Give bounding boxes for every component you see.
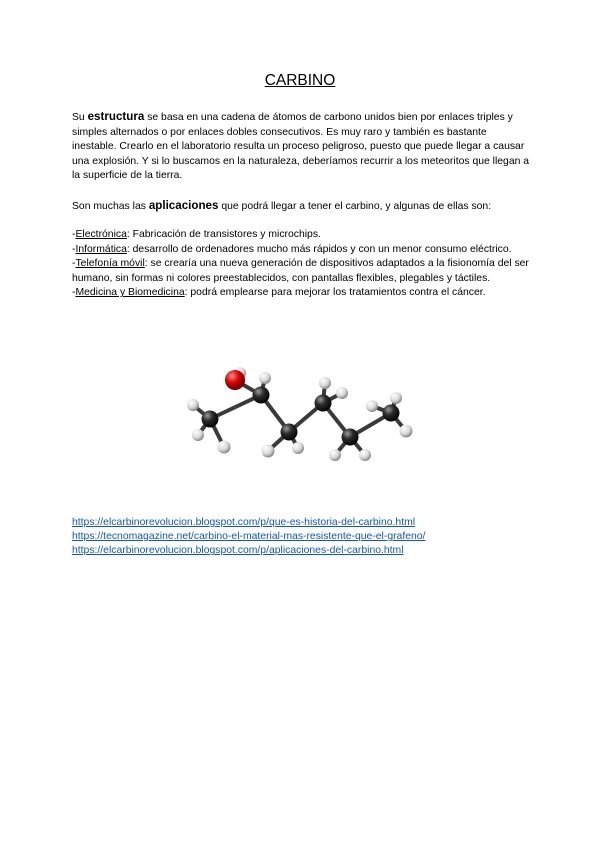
list-bullet: - xyxy=(72,287,76,299)
applications-intro xyxy=(72,199,532,215)
application-term: Electrónica xyxy=(75,229,127,240)
list-bullet: - xyxy=(72,229,76,240)
paragraph-text: Son muchas las xyxy=(72,201,149,212)
list-bullet: - xyxy=(72,243,76,255)
emphasis-applications: aplicaciones xyxy=(148,199,219,212)
list-item xyxy=(72,243,532,258)
application-term: Telefonía móvil xyxy=(75,258,145,270)
list-item xyxy=(72,286,532,301)
carbon-atoms xyxy=(202,387,400,446)
paragraph-text: que podrá llegar a tener el carbino, y algunas de ellas son: xyxy=(218,201,492,212)
application-desc: : desarrollo de ordenadores mucho más rápidos y con un menor consumo eléctrico. xyxy=(126,243,512,255)
paragraph-text: Su xyxy=(72,112,88,123)
application-desc: : se crearía una nueva generación de dispositivos adaptados a la fisionomía del ser humano, sin formas ni colores preestablecidos, con pantallas flexibles, plegables y táctiles. xyxy=(72,258,529,284)
reference-link-2[interactable]: https://tecnomagazine.net/carbino-el-material-mas-resistente-que-el-grafeno/ xyxy=(72,531,426,543)
list-bullet: - xyxy=(72,258,76,270)
page-title: CARBINO xyxy=(264,72,336,89)
structure-paragraph xyxy=(72,110,532,184)
paragraph-text: se basa en una cadena de átomos de carbono unidos bien por enlaces triples y simples alternados o por enlaces dobles consecutivos. Es muy raro y también es bastante inestable. Crearlo en el laboratorio resulta un proceso peligroso, puesto que puede llegar a causar una explosión. Y si lo buscamos en la naturaleza, deberíamos recurrir a los meteoritos que llegan a la superficie de la tierra. xyxy=(72,112,530,182)
application-desc: : podrá emplearse para mejorar los tratamientos contra el cáncer. xyxy=(184,287,486,299)
oxygen-atom xyxy=(225,370,245,390)
reference-link-3[interactable]: https://elcarbinorevolucion.blogspot.com/p/aplicaciones-del-carbino.html xyxy=(72,545,404,557)
list-item xyxy=(72,228,532,243)
applications-list xyxy=(72,228,532,301)
list-item xyxy=(72,257,532,286)
reference-links xyxy=(72,516,425,559)
application-term: Informática xyxy=(75,243,127,255)
application-term: Medicina y Biomedicina xyxy=(75,287,185,299)
reference-link-1[interactable]: https://elcarbinorevolucion.blogspot.com/p/que-es-historia-del-carbino.html xyxy=(72,517,416,528)
application-desc: : Fabricación de transistores y microchips. xyxy=(126,229,321,240)
molecule-image xyxy=(172,343,432,465)
emphasis-structure: estructura xyxy=(87,110,145,123)
